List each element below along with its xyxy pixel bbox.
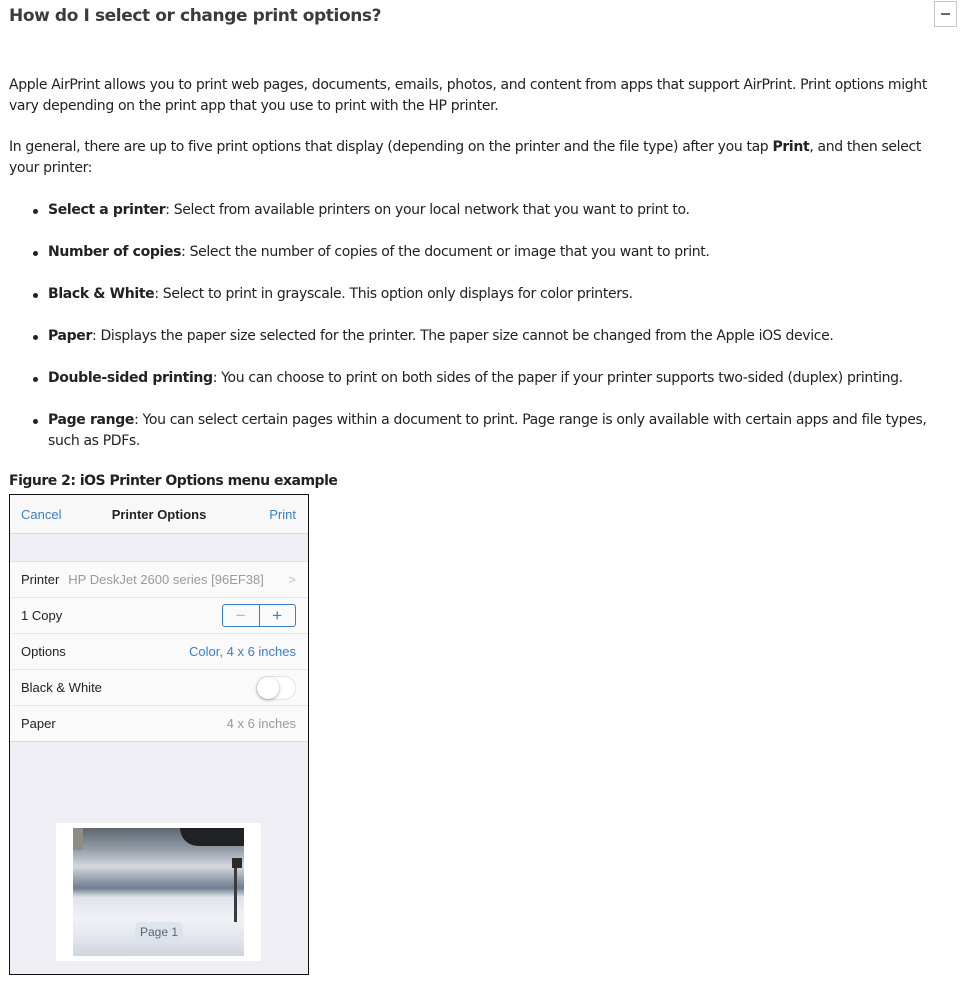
- list-item: [28, 200, 950, 221]
- option-term: Black & White: [48, 286, 155, 302]
- page-title: How do I select or change print options?: [9, 6, 382, 26]
- nav-title: Printer Options: [111, 506, 207, 522]
- collapse-button[interactable]: [934, 1, 957, 27]
- paper-value: 4 x 6 inches: [226, 716, 296, 731]
- option-desc: : You can choose to print on both sides of the paper if your printer supports two-sided (duplex) printing.: [212, 370, 903, 386]
- option-term: Page range: [48, 412, 135, 428]
- cancel-button[interactable]: Cancel: [21, 506, 62, 522]
- decrement-button[interactable]: −: [223, 605, 260, 626]
- options-group: [10, 562, 308, 742]
- option-term: Double-sided printing: [48, 370, 213, 386]
- option-term: Number of copies: [48, 244, 182, 260]
- print-term: Print: [772, 139, 810, 155]
- ios-nav-bar: [10, 495, 308, 534]
- option-desc: : Select from available printers on your local network that you want to print to.: [165, 202, 690, 218]
- photo-post-shape: [73, 828, 83, 850]
- options-row[interactable]: [10, 634, 308, 670]
- snow-landscape-photo: [73, 828, 244, 956]
- paper-row: [10, 706, 308, 741]
- page-label: Page 1: [135, 922, 183, 942]
- photo-pole-shape: [234, 860, 237, 922]
- photo-sign-shape: [232, 858, 242, 868]
- black-white-row: [10, 670, 308, 706]
- intro-text: In general, there are up to five print options that display (depending on the printer and the file type) after you tap: [9, 139, 773, 155]
- printer-label: Printer: [21, 572, 60, 587]
- options-label: Options: [21, 644, 66, 659]
- copies-label: 1 Copy: [21, 608, 63, 623]
- paper-label: Paper: [21, 716, 56, 731]
- options-intro-paragraph: [9, 137, 954, 179]
- options-value[interactable]: Color, 4 x 6 inches: [189, 644, 296, 659]
- photo-roof-shape: [180, 828, 244, 846]
- printer-row[interactable]: [10, 562, 308, 598]
- option-desc: : Select the number of copies of the document or image that you want to print.: [181, 244, 710, 260]
- figure-caption: Figure 2: iOS Printer Options menu example: [9, 473, 338, 489]
- option-desc: : You can select certain pages within a document to print. Page range is only available with certain apps and file types, such as PDFs.: [48, 412, 927, 449]
- option-desc: : Displays the paper size selected for the printer. The paper size cannot be changed from the Apple iOS device.: [92, 328, 834, 344]
- intro-paragraph: Apple AirPrint allows you to print web pages, documents, emails, photos, and content from apps that support AirPrint. Print options might vary depending on the print app that you use to print with the HP printer.: [9, 77, 927, 114]
- copies-row: [10, 598, 308, 634]
- list-item: [28, 410, 950, 452]
- section-spacer: [10, 534, 308, 562]
- print-options-list: [28, 200, 950, 473]
- list-item: [28, 326, 950, 347]
- list-item: [28, 284, 950, 305]
- black-white-toggle[interactable]: [256, 676, 296, 700]
- list-item: [28, 242, 950, 263]
- list-item: [28, 368, 950, 389]
- print-button[interactable]: Print: [269, 506, 296, 522]
- printer-value: HP DeskJet 2600 series [96EF38]: [68, 572, 264, 587]
- option-term: Paper: [48, 328, 93, 344]
- option-desc: : Select to print in grayscale. This option only displays for color printers.: [154, 286, 633, 302]
- option-term: Select a printer: [48, 202, 166, 218]
- black-white-label: Black & White: [21, 680, 102, 695]
- copies-stepper[interactable]: [222, 604, 296, 627]
- increment-button[interactable]: +: [272, 606, 283, 625]
- print-preview[interactable]: [56, 823, 261, 961]
- ios-printer-options-screenshot: [9, 494, 309, 975]
- minus-icon: [941, 13, 950, 15]
- toggle-knob: [257, 677, 279, 699]
- intro-text-end: , and then select your printer:: [9, 139, 921, 176]
- chevron-right-icon: >: [288, 572, 296, 587]
